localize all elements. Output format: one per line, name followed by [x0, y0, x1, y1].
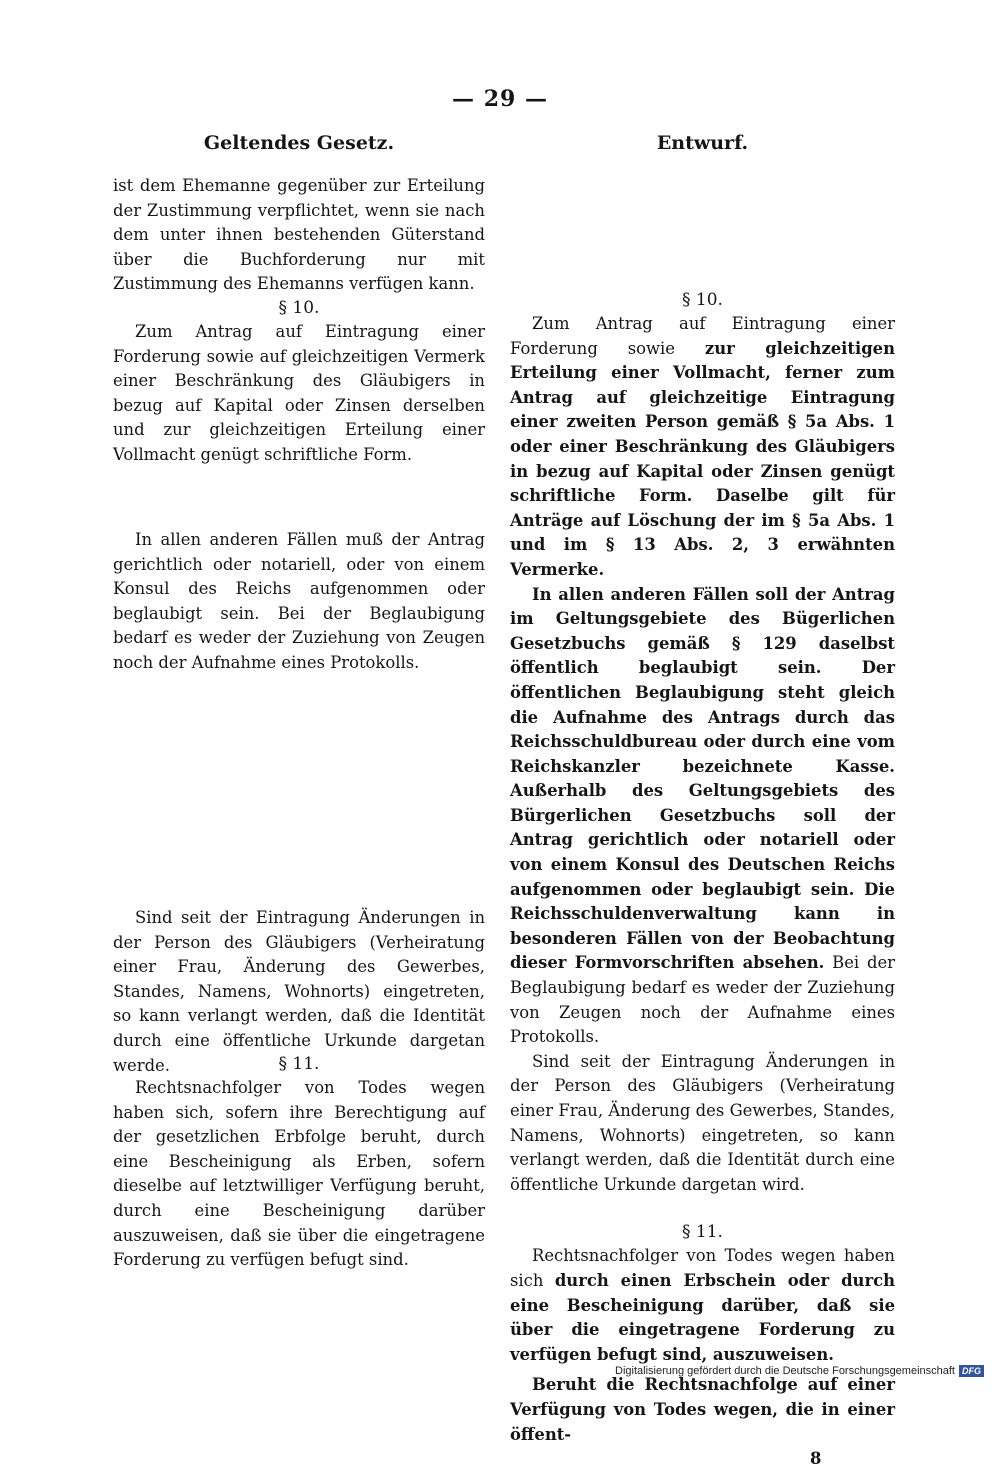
right-s11-p1-bold: durch einen Erbschein oder durch eine Bescheinigung darüber, daß sie über die eingetragene Forderung zu verfügen befugt sind, auszuweisen.	[510, 1270, 895, 1364]
footer-text: Digitalisierung gefördert durch die Deutsche Forschungsgemeinschaft	[615, 1365, 955, 1377]
left-s10-paragraph-1: Zum Antrag auf Eintragung einer Forderung sowie auf gleichzeitigen Vermerk einer Beschränkung des Gläubigers in bezug auf Kapital oder Zinsen derselben und zur gleichzeitigen Erteilung einer Vollmacht genügt schriftliche Form.	[113, 322, 485, 464]
right-s11-paragraph-1	[510, 1244, 895, 1367]
left-section-10-heading: § 10.	[278, 298, 320, 318]
signature-mark: 8	[810, 1449, 822, 1469]
right-column-title: Entwurf.	[656, 132, 749, 154]
left-section-11-heading: § 11.	[278, 1054, 320, 1074]
right-s10-p1-bold: zur gleichzeitigen Erteilung einer Vollmacht, ferner zum Antrag auf gleichzeitige Eintragung einer zweiten Person gemäß § 5a Abs. 1 oder einer Beschränkung des Gläubigers in bezug auf Kapital oder Zinsen genügt schriftliche Form. Daselbe gilt für Anträge auf Löschung der im § 5a Abs. 1 und im § 13 Abs. 2, 3 erwähnten Vermerke.	[510, 338, 896, 579]
right-column	[510, 132, 895, 1472]
right-section-10-heading: § 10.	[682, 290, 723, 310]
right-section-11-heading: § 11.	[682, 1222, 723, 1243]
left-s10-paragraph-2: In allen anderen Fällen muß der Antrag gerichtlich oder notariell, oder von einem Konsul des Reichs aufgenommen oder beglaubigt sein. Bei der Beglaubigung bedarf es weder der Zuziehung von Zeugen noch der Aufnahme eines Protokolls.	[113, 530, 485, 672]
left-s10-paragraph-3: Sind seit der Eintragung Änderungen in der Person des Gläubigers (Verheiratung einer Frau, Änderung des Gewerbes, Standes, Namens, Wohnorts) eingetreten, so kann verlangt werden, daß die Identität durch eine öffentliche Urkunde dargetan werde.	[113, 908, 485, 1075]
right-s10-paragraph-1	[510, 312, 895, 583]
right-s11-p1-plain: Rechtsnachfolger von Todes wegen haben sich	[510, 1246, 895, 1290]
right-s10-paragraph-3: Sind seit der Eintragung Änderungen in der Person des Gläubigers (Verheiratung einer Frau, Änderung des Gewerbes, Standes, Namens, Wohnorts) eingetreten, so kann verlangt werden, daß die Identität durch eine öffentliche Urkunde dargetan wird.	[510, 1051, 895, 1194]
left-column-title: Geltendes Gesetz.	[203, 132, 395, 154]
right-s10-p2-bold: In allen anderen Fällen soll der Antrag im Geltungsgebiete des Bügerlichen Gesetzbuchs gemäß § 129 daselbst öffentlich beglaubigt sein. Der öffentlichen Beglaubigung steht gleich die Aufnahme des Antrags durch das Reichsschuldbureau oder durch eine vom Reichskanzler bezeichnete Kasse. Außerhalb des Geltungsgebiets des Bürgerlichen Gesetzbuchs soll der Antrag gerichtlich oder notariell oder von einem Konsul des Deutschen Reichs aufgenommen oder beglaubigt sein. Die Reichsschuldenverwaltung kann in besonderen Fällen von der Beobachtung dieser Formvorschriften absehen.	[510, 584, 895, 973]
left-s11-paragraph-1: Rechtsnachfolger von Todes wegen haben sich, sofern ihre Berechtigung auf der gesetzlichen Erbfolge beruht, durch eine Bescheinigung als Erben, sofern dieselbe auf letztwilliger Verfügung beruht, durch eine Bescheinigung darüber auszuweisen, daß sie über die eingetragene Forderung zu verfügen befugt sind.	[113, 1078, 485, 1270]
right-s10-p1-plain: Zum Antrag auf Eintragung einer Forderung sowie	[510, 314, 895, 358]
page-number: — 29 —	[452, 86, 548, 112]
digitization-footer	[615, 1365, 984, 1377]
left-column	[113, 132, 485, 1273]
right-s10-p2-plain: Bei der Beglaubigung bedarf es weder der Zuziehung von Zeugen noch der Aufnahme eines Protokolls.	[510, 953, 895, 1047]
right-s10-paragraph-2	[510, 583, 895, 1050]
left-continuation-paragraph: ist dem Ehemanne gegenüber zur Erteilung der Zustimmung verpflichtet, wenn sie nach dem unter ihnen bestehenden Güterstand über die Buchforderung nur mit Zustimmung des Ehemanns verfügen kann.	[113, 176, 485, 294]
dfg-logo-icon: DFG	[959, 1365, 984, 1377]
right-s11-paragraph-2: Beruht die Rechtsnachfolge auf einer Verfügung von Todes wegen, die in einer öffent-	[510, 1375, 895, 1444]
